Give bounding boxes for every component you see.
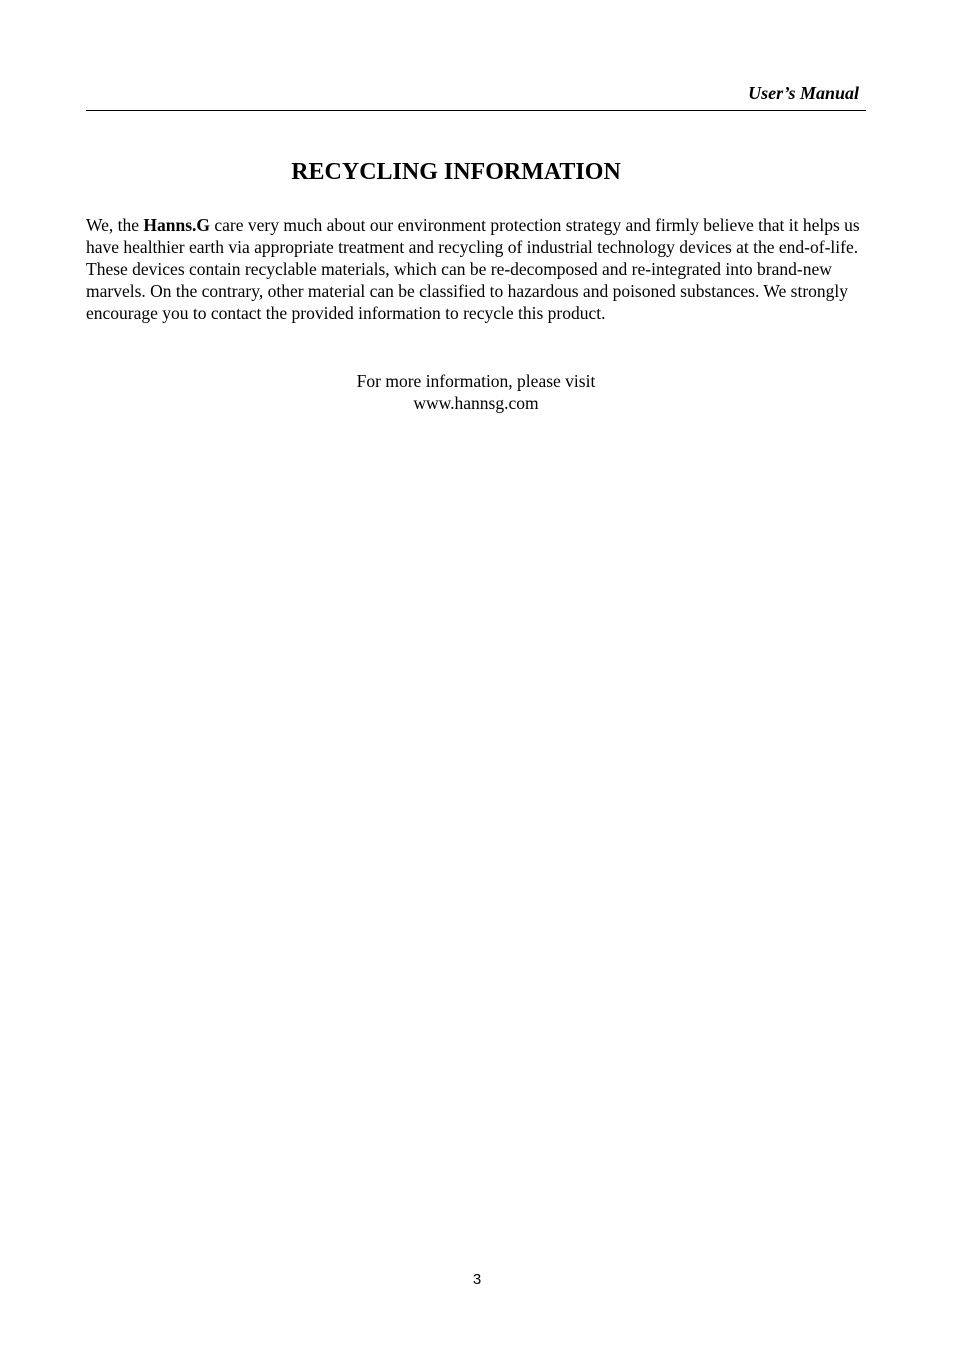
paragraph-environment	[86, 214, 866, 258]
section-title: RECYCLING INFORMATION	[291, 159, 621, 185]
page-header	[86, 80, 866, 111]
more-information	[86, 370, 866, 414]
brand-name: Hanns.G	[143, 215, 211, 235]
body-text	[86, 214, 866, 324]
page-number: 3	[472, 1271, 482, 1288]
paragraph-prefix: We, the	[86, 215, 144, 235]
more-info-text: For more information, please visit	[356, 371, 596, 391]
paragraph-recyclable-materials: These devices contain recyclable materials, which can be re-decomposed and re-integrated into brand-new marvels. On the contrary, other material can be classified to hazardous and poisoned substances. We strongly encourage you to contact the provided information to recycle this product.	[86, 259, 849, 323]
header-title: User’s Manual	[748, 83, 859, 103]
website-link[interactable]: www.hannsg.com	[413, 393, 539, 413]
paragraph-suffix: care very much about our environment protection strategy and firmly believe that it helps us have healthier earth via appropriate treatment and recycling of industrial technology devices at the end-of-life.	[86, 215, 860, 257]
